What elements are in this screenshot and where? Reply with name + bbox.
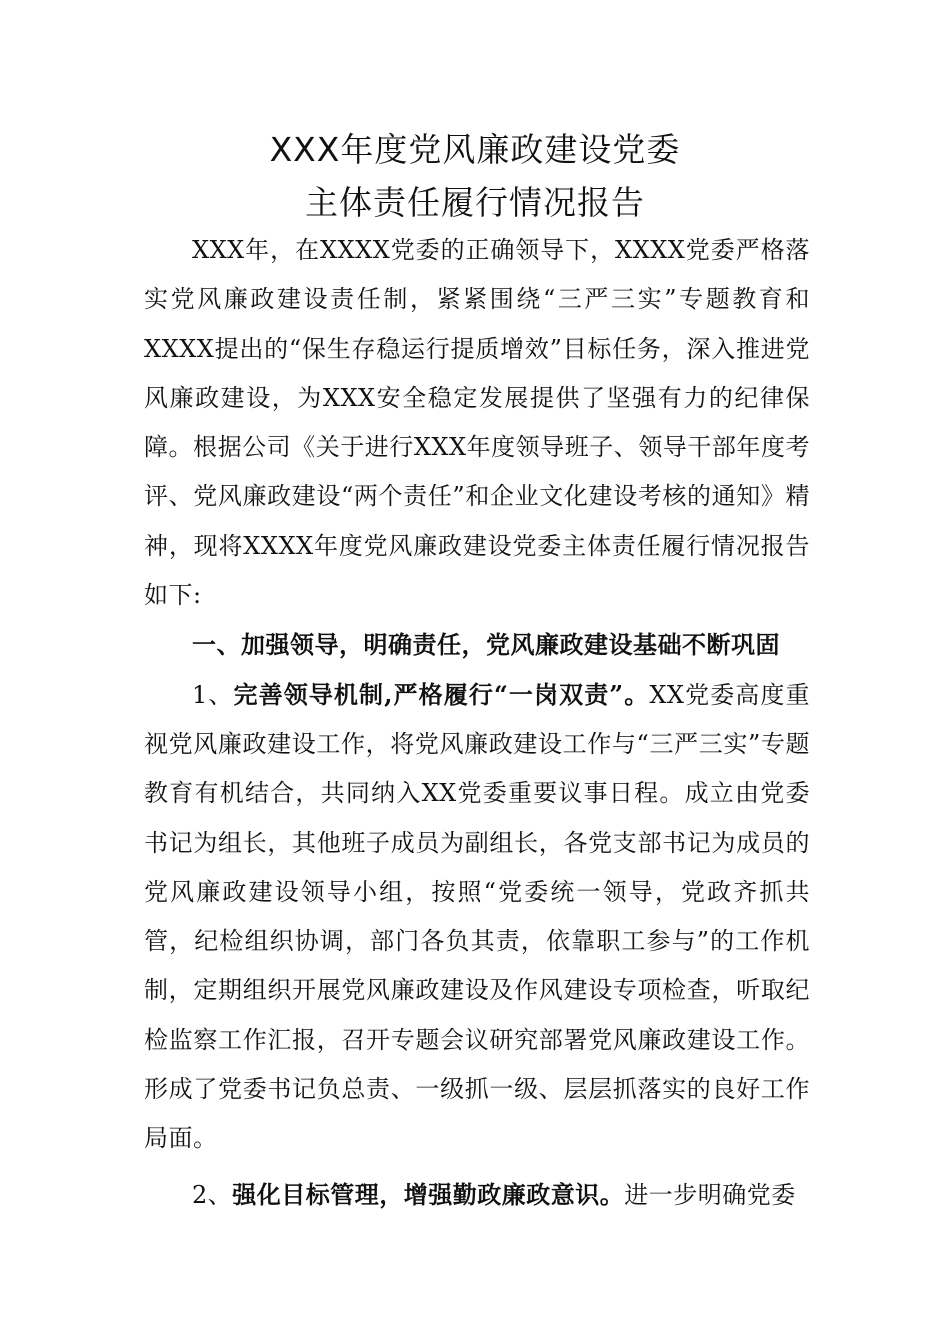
item-2-text: 进一步明确党委 [624,1180,796,1209]
item-1-number: 1、 [192,680,234,709]
document-title-line-2: 主体责任履行情况报告 [305,183,645,222]
item-1-paragraph [144,670,810,1164]
item-2-lead: 强化目标管理，增强勤政廉政意识。 [232,1179,625,1209]
item-1-text: XX党委高度重视党风廉政建设工作，将党风廉政建设工作与“三严三实”专题教育有机结合，共同纳入XX党委重要议事日程。成立由党委书记为组长，其他班子成员为副组长，各党支部书记为成员的党风廉政建设领导小组，按照“党委统一领导，党政齐抓共管，纪检组织协调，部门各负其责，依靠职工参与”的工作机制，定期组织开展党风廉政建设及作风建设专项检查，听取纪检监察工作汇报，召开专题会议研究部署党风廉政建设工作。形成了党委书记负总责、一级抓一级、层层抓落实的良好工作局面。 [144,680,810,1153]
item-1-lead: 完善领导机制,严格履行“一岗双责”。 [233,679,650,709]
item-2-paragraph [144,1170,810,1220]
intro-paragraph: XXX年，在XXXX党委的正确领导下，XXXX党委严格落实党风廉政建设责任制，紧紧围绕“三严三实”专题教育和XXXX提出的“保生存稳运行提质增效”目标任务，深入推进党风廉政建设，为XXX安全稳定发展提供了坚强有力的纪律保障。根据公司《关于进行XXX年度领导班子、领导干部年度考评、党风廉政建设“两个责任”和企业文化建设考核的通知》精神，现将XXXX年度党风廉政建设党委主体责任履行情况报告如下: [144,236,810,610]
document-body [144,226,810,1220]
section-1-heading: 一、加强领导，明确责任，党风廉政建设基础不断巩固 [192,630,780,660]
document-title-line-1: XXX年度党风廉政建设党委 [269,130,681,169]
item-2-number: 2、 [192,1180,233,1209]
